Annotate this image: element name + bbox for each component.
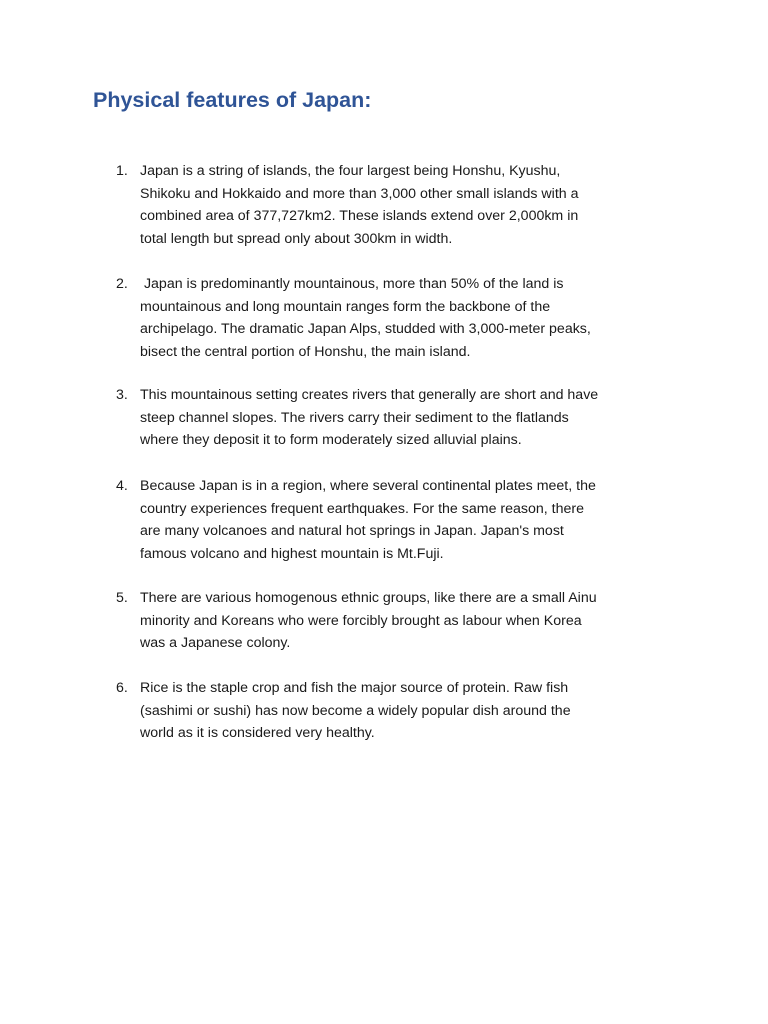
text-line: are many volcanoes and natural hot springs in Japan. Japan's most [140, 523, 564, 540]
text-line: combined area of 377,727km2. These islands extend over 2,000km in [140, 208, 579, 225]
list-item-number: 6. [116, 680, 128, 696]
list-item-text [140, 273, 680, 363]
text-line: Because Japan is in a region, where several continental plates meet, the [140, 478, 596, 494]
text-line: Japan is predominantly mountainous, more than 50% of the land is [140, 276, 564, 292]
list-item-number: 2. [116, 276, 128, 292]
text-line: bisect the central portion of Honshu, the main island. [140, 343, 471, 360]
text-line: steep channel slopes. The rivers carry their sediment to the flatlands [140, 409, 569, 426]
text-line: Japan is a string of islands, the four largest being Honshu, Kyushu, [140, 163, 561, 179]
text-line: This mountainous setting creates rivers that generally are short and have [140, 387, 599, 403]
list-item-text [140, 160, 680, 250]
list-item-text [140, 677, 680, 745]
list-item-number: 1. [116, 163, 128, 179]
text-line: where they deposit it to form moderately sized alluvial plains. [140, 432, 522, 449]
text-line: archipelago. The dramatic Japan Alps, studded with 3,000-meter peaks, [140, 321, 591, 338]
list-item-number: 3. [116, 387, 128, 403]
document-title: Physical features of Japan: [93, 88, 372, 112]
text-line: world as it is considered very healthy. [140, 725, 375, 742]
text-line: (sashimi or sushi) has now become a widely popular dish around the [140, 702, 571, 719]
list-item-text [140, 587, 680, 655]
text-line: mountainous and long mountain ranges form the backbone of the [140, 298, 551, 315]
text-line: famous volcano and highest mountain is Mt.Fuji. [140, 545, 444, 562]
text-line: There are various homogenous ethnic groups, like there are a small Ainu [140, 590, 597, 606]
list-item-text [140, 384, 680, 452]
list-item-number: 4. [116, 478, 128, 494]
text-line: was a Japanese colony. [140, 635, 291, 652]
list-item-text [140, 475, 680, 565]
text-line: country experiences frequent earthquakes. For the same reason, there [140, 500, 585, 517]
text-line: Shikoku and Hokkaido and more than 3,000 other small islands with a [140, 185, 579, 202]
text-line: Rice is the staple crop and fish the major source of protein. Raw fish [140, 680, 569, 696]
text-line: minority and Koreans who were forcibly brought as labour when Korea [140, 612, 582, 629]
text-line: total length but spread only about 300km in width. [140, 230, 453, 247]
list-item-number: 5. [116, 590, 128, 606]
